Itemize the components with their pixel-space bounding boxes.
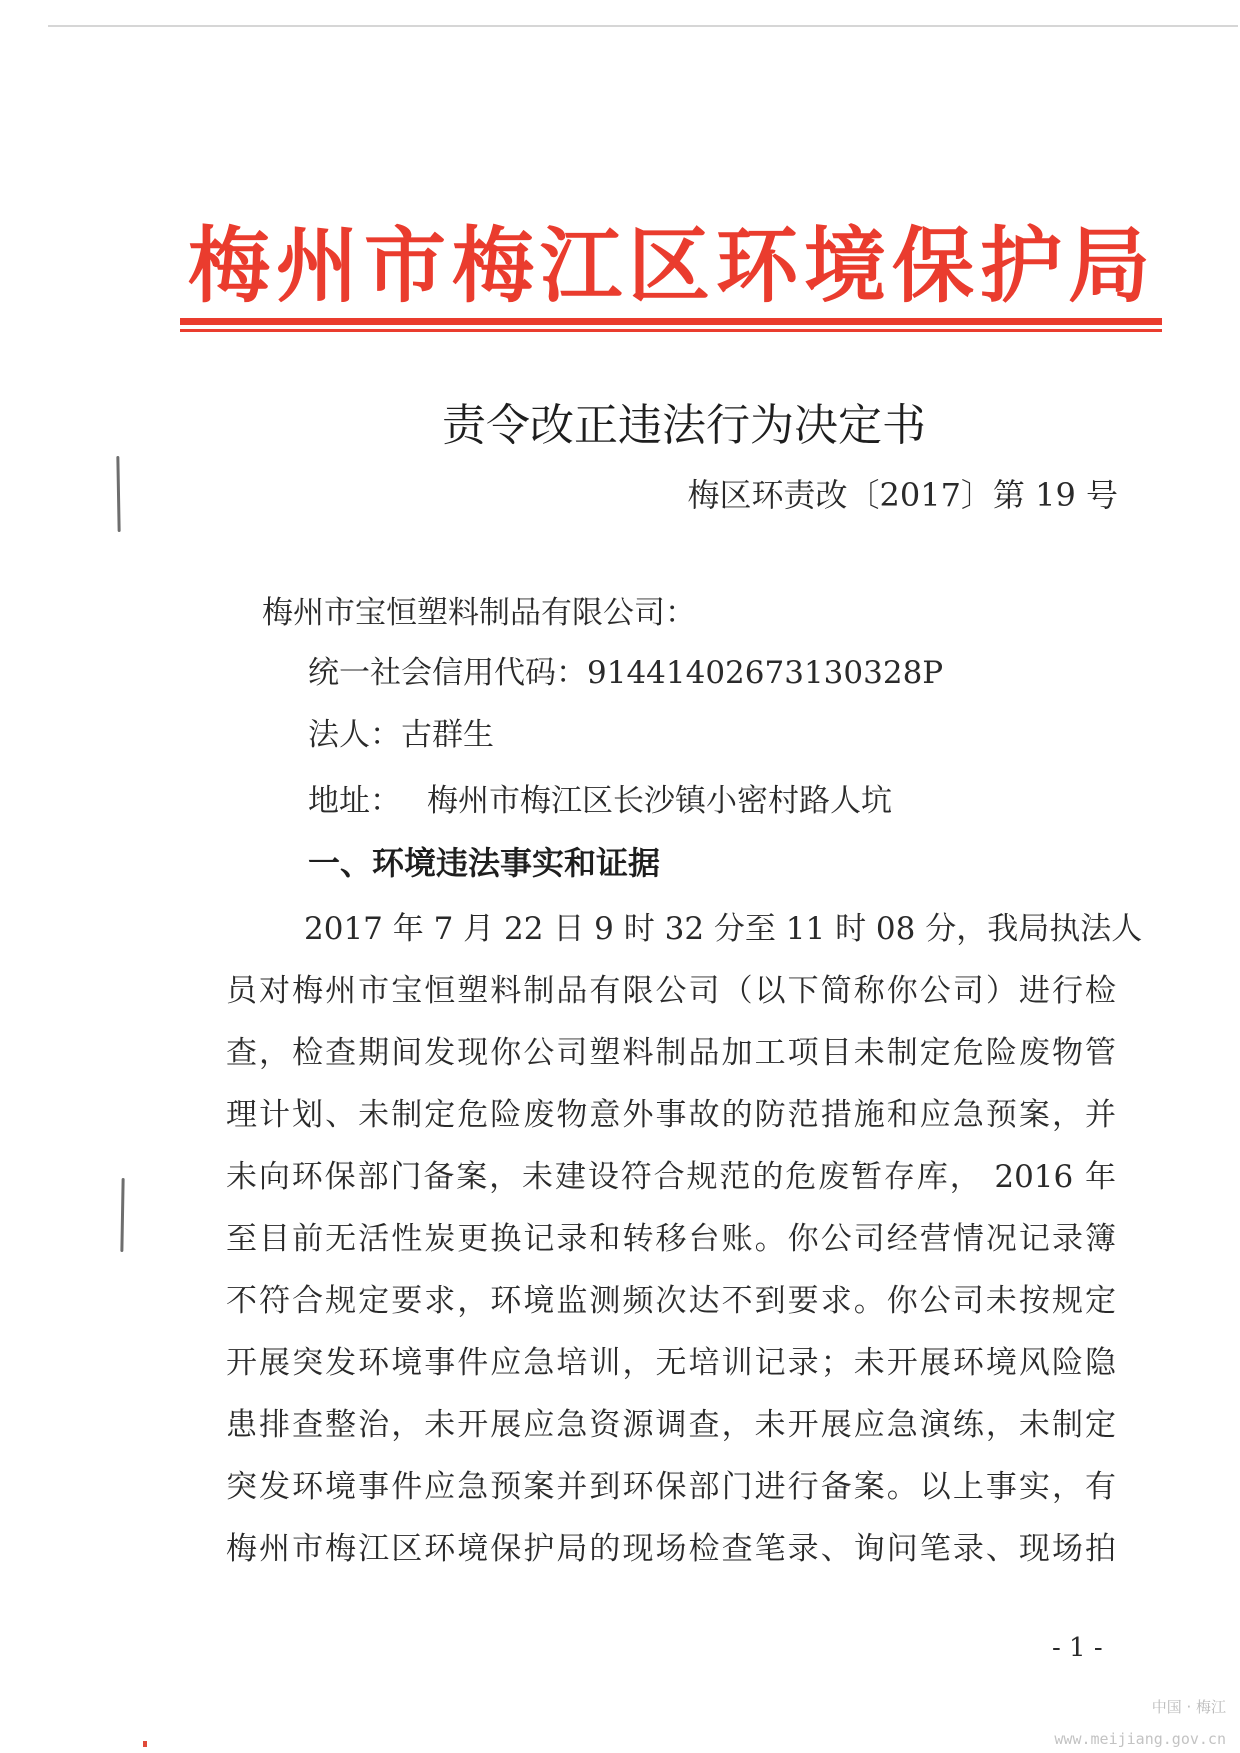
body-line: 梅州市梅江区环境保护局的现场检查笔录、询问笔录、现场拍	[226, 1531, 1116, 1567]
address-label: 地址：	[308, 783, 401, 819]
document-title: 责令改正违法行为决定书	[442, 400, 926, 451]
body-line: 突发环境事件应急预案并到环保部门进行备案。以上事实，有	[226, 1469, 1116, 1505]
body-line: 查，检查期间发现你公司塑料制品加工项目未制定危险废物管	[226, 1035, 1116, 1071]
credit-code: 统一社会信用代码：91441402673130328P	[308, 655, 944, 691]
scan-top-edge	[48, 25, 1238, 27]
agency-header-title: 梅州市梅江区环境保护局	[187, 219, 1156, 314]
body-line: 2017 年 7 月 22 日 9 时 32 分至 11 时 08 分，我局执法人	[304, 911, 1143, 947]
body-line: 患排查整治，未开展应急资源调查，未开展应急演练，未制定	[226, 1407, 1116, 1443]
body-line: 不符合规定要求，环境监测频次达不到要求。你公司未按规定	[226, 1283, 1116, 1319]
watermark-text: 中国 · 梅江	[1151, 1698, 1226, 1716]
address	[308, 776, 892, 826]
site-watermark	[1046, 1697, 1226, 1749]
section-heading: 一、环境违法事实和证据	[308, 844, 661, 882]
body-line: 未向环保部门备案，未建设符合规范的危废暂存库， 2016 年	[226, 1159, 1116, 1195]
legal-person: 法人：古群生	[308, 717, 494, 753]
staple-mark-icon	[120, 1178, 124, 1252]
corner-red-mark	[143, 1741, 147, 1747]
body-line: 理计划、未制定危险废物意外事故的防范措施和应急预案，并	[226, 1097, 1116, 1133]
header-red-rule-thick	[180, 318, 1162, 325]
staple-mark-icon	[116, 456, 120, 532]
page-number: - 1 -	[1052, 1633, 1103, 1663]
address-value: 梅州市梅江区长沙镇小密村路人坑	[427, 783, 892, 819]
watermark-url: www.meijiang.gov.cn	[1054, 1730, 1226, 1748]
recipient-name: 梅州市宝恒塑料制品有限公司：	[262, 595, 696, 631]
body-line: 员对梅州市宝恒塑料制品有限公司（以下简称你公司）进行检	[226, 973, 1116, 1009]
document-number: 梅区环责改〔2017〕第 19 号	[687, 476, 1118, 514]
header-red-rule-thin	[180, 329, 1162, 332]
body-line: 开展突发环境事件应急培训，无培训记录；未开展环境风险隐	[226, 1345, 1116, 1381]
body-paragraph	[226, 898, 1143, 1580]
body-line: 至目前无活性炭更换记录和转移台账。你公司经营情况记录簿	[226, 1221, 1116, 1257]
